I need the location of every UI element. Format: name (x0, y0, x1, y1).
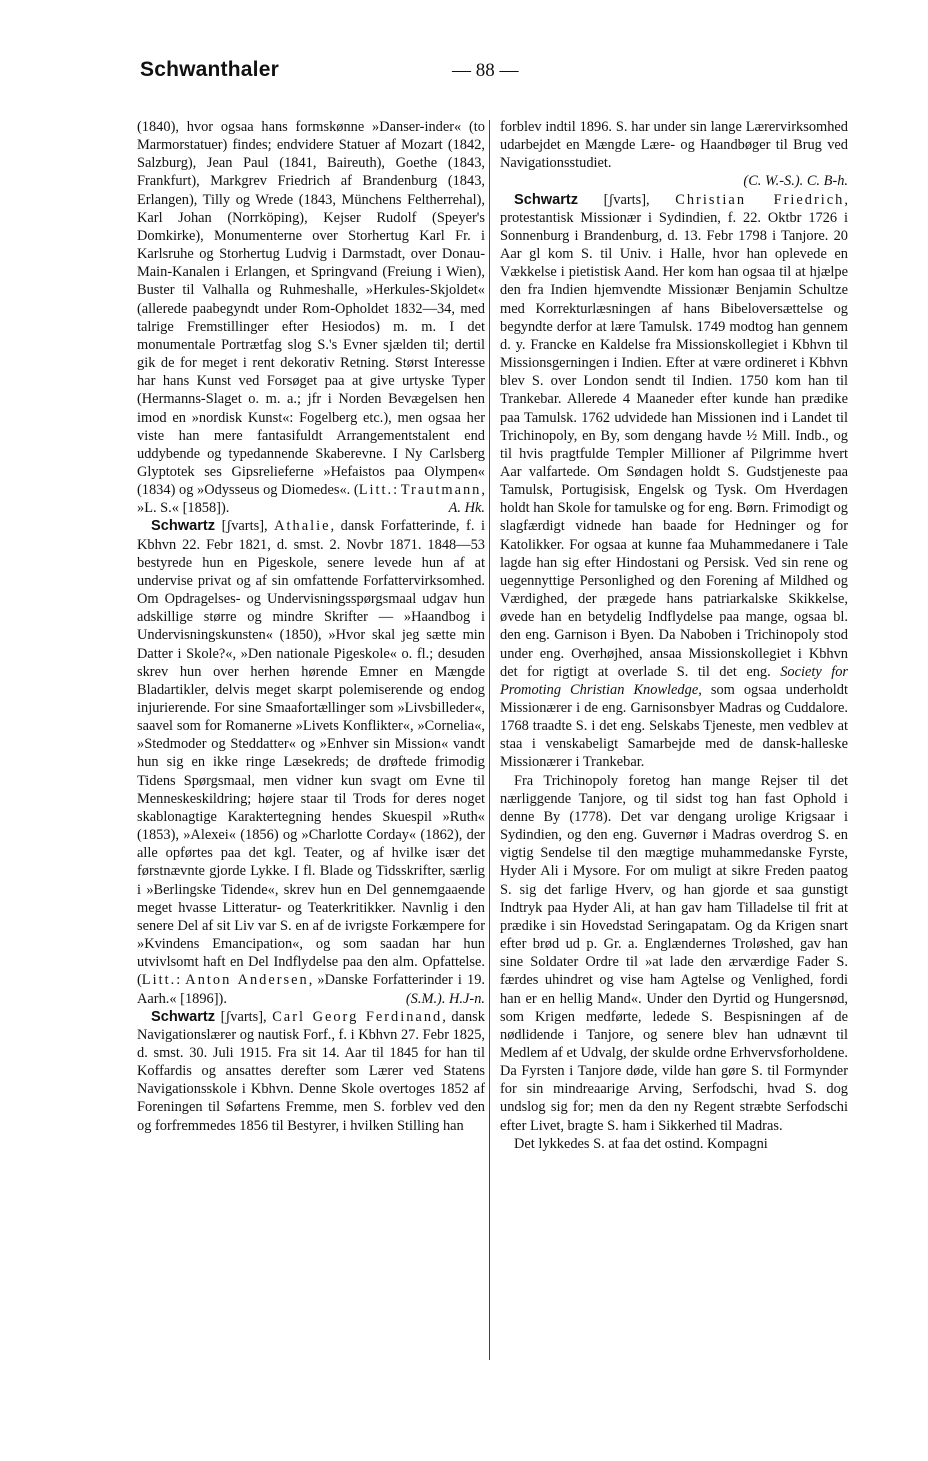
paragraph-text: (1840), hvor ogsaa hans formskønne »Danser-inder« (to Marmorstatuer) findes; endvidere Statuer af Mozart (1842, Salzburg), Jean Paul (1841, Baireuth), Goethe (1843, Frankfurt), Markgrev Friedrich af Brandenburg (1843, Erlangen), Tilly og Wrede (1843, Münchens Feltherrehal), Karl Johan (Norrköping), Kejser Rudolf (Speyer's Domkirke), Monumenterne over Storhertug Karl Fr. i Karlsruhe og Storhertug Ludvig i Darmstadt, over Donau-Main-Kanalen i Erlangen, et Springvand (Freiung i Wien), Buster til Valhalla og Ruhmeshalle, »Herkules-Skjoldet« (allerede paabegyndt under Rom-Opholdet 1832—34, med talrige Fremstillinger efter Hesiodos) m. m. I det monumentale Portrætfag slog S.'s Evner sjælden til; dertil gik de for meget i rent dekorativ Retning. Størst Interesse har hans Kunst ved Forsøget paa at give urtyske Typer (Hermanns-Slaget o. m. a.; jfr i Norden Bevægelsen hen imod en »nordisk Kunst«: Fogelberg etc.), men ogsaa her viste han mere fantasifuldt Arrangementstalent end uddybende og typedannende Skaberevne. I Ny Carlsberg Glyptotek ses Gipsrelieferne »Hefaistos paa Olympen« (1834) og »Odysseus og Diomedes«. ( (137, 119, 485, 499)
author-name: Trautmann (400, 482, 482, 499)
entry-headword: Schwartz (151, 518, 216, 535)
entry-schwartz-christian-friedrich (500, 191, 848, 772)
paragraph-continuation (137, 118, 485, 517)
entry-name: Athalie (274, 518, 331, 535)
text: , »L. S.« [1858]). (137, 482, 485, 517)
entry-text: , dansk Navigationslærer og nautisk Forf., f. i Kbhvn 27. Febr 1825, d. smst. 30. Juli 1915. Fra sit 14. Aar til 1845 for han til Koffardis og ansattes derefter som Lærer ved Statens Navigationsskole i Kbhvn. Denne Skole overtoges 1852 af Foreningen til Søfartens Fremme, men S. forblev ved den og forfremmedes 1856 til Bestyrer, i hvilken Stilling han (137, 1008, 485, 1134)
text: : (393, 482, 401, 499)
text: , »Danske Forfatterinder i 19. Aarh.« [1896]). (137, 972, 485, 1007)
entry-name: Christian Friedrich (675, 191, 845, 208)
litt-label: Litt. (141, 972, 177, 989)
entry-text: , som ogsaa underholdt Missionærer i de eng. Garnisonsbyer Madras og Cuddalore. 1768 traadte S. i det eng. Selskabs Tjeneste, men vedblev at staa i venskabeligt Samarbejde med de dansk-halleske Missionærer i Trankebar. (500, 681, 848, 771)
page-number: — 88 — (452, 60, 519, 81)
paragraph-continuation (500, 118, 848, 191)
entry-headword: Schwartz (514, 191, 579, 208)
litt-label: Litt. (358, 482, 394, 499)
entry-text: , dansk Forfatterinde, f. i Kbhvn 22. Febr 1821, d. smst. 2. Novbr 1871. 1848—53 bestyrede hun en Pigeskole, senere levede hun af at undervise privat og af sin omfattende Forfattervirksomhed. Om Opdragelses- og Undervisningsspørgsmaal udgav hun adskillige større og mindre Skrifter — »Haandbog i Undervisningskunsten« (1850), »Hvor skal jeg sætte min Datter i Skole?«, »Den nationale Pigeskole« o. fl.; desuden skrev hun over herhen hørende Emner en Mængde Bladartikler, delvis meget skarpt polemiserende og endog injurierende. For sine Smaafortællinger som »Livsbilleder«, saavel som for Romanerne »Livets Konflikter«, »Cornelia«, »Stedmoder og Steddatter« og »Enhver sin Mission« vandt hun sig en ikke ringe Læsekreds; de drøftede frimodig Tidens Spørgsmaal, men vidner kun svagt om Evne til Menneskeskildring; højere staar til Trods for deres noget skablonagtige Karaktertegning hendes Skuespil »Ruth« (1853), »Alexei« (1856) og »Charlotte Corday« (1862), der alle opførtes paa det kgl. Teater, og af hvilke især det førstnævnte gjorde Lykke. I fl. Blade og Tidsskrifter, særlig i »Berlingske Tidende«, skrev hun en Del gennemgaaende meget hvasse Litteratur- og Teaterkritikker. Navnlig i den senere Del af sit Liv var S. en af de ivrigste Forkæmpere for »Kvindens Emancipation«, og som saadan har hun utvivlsomt haft en Del Indflydelse paa den alm. Opfattelse. ( (137, 518, 485, 989)
entry-text: , protestantisk Missionær i Sydindien, f. 22. Oktbr 1726 i Sonnenburg i Brandenburg, d. 13. Febr 1798 i Tanjore. 20 Aar gl kom S. til Univ. i Halle, hvor han oplevede en Vækkelse i pietistisk Aand. Her kom han ogsaa til at hjælpe den fra Indien hjemvendte Missionær Benjamin Schultze med Korrekturlæsningen af hans Bibeloversættelse og begyndte derfor at lære Tamulsk. 1749 modtog han gennem d. y. Francke en Kaldelse fra Missionskollegiet i Kbhvn til Missionsgerningen i Indien. Efter at være ordineret i Kbhvn blev S. over London sendt til Indien. 1750 kom han til Trankebar. Allerede 4 Maaneder efter kunde han prædike paa Tamulsk. 1762 udvidede han Missionen ind i Landet til Trichinopoly, en By, som dengang havde ½ Mill. Indb., og til hvis pragtfulde Templer Millioner af Pilgrimme hvert Aar valfartede. Om Søndagen holdt S. Gudstjeneste paa Tamulsk, Portugisisk, Engelsk og Tysk. Om Hverdagen holdt han Skole for tamulske og for eng. Børn. Frimodigt og slagfærdigt vidnede han baade for Hedninger og for Katolikker. For ogsaa at kunne faa Muhammedanere i Tale lagde han sig efter Hindostani og Persisk. Ved sin rene og uegennyttige Personlighed og den Forening af Mildhed og Værdighed, der prægede hans patriarkalske Skikkelse, øvede han en betydelig Indflydelse paa mange, ogsaa bl. den eng. Garnison i Byen. Da Naboben i Trichinopoly stod under eng. Overhøjhed, ansaa Missionskollegiet i Kbhvn det for rigtigt at overlade S. til det eng. (500, 191, 848, 680)
text: : (176, 972, 186, 989)
paragraph-text: forblev indtil 1896. S. har under sin lange Lærervirksomhed udarbejdet en Mængde Lære- og Haandbøger til Brug ved Navigationsstudiet. (500, 119, 848, 172)
society-name: Society for Promoting Christian Knowledge (500, 663, 848, 698)
pronunciation: [ʃvarts], (215, 518, 275, 535)
author-signature: A. Hk. (448, 500, 485, 517)
entry-schwartz-carl-georg (137, 1008, 485, 1135)
paragraph-fra-trichinopoly: Fra Trichinopoly foretog han mange Rejser til det nærliggende Tanjore, og til sidst tog han fast Ophold i denne By (1778). Det var dengang urolige Krigsaar i Sydindien, og den eng. Guvernør i Madras overdrog S. en vigtig Sendelse til den mægtige muhammedanske Fyrste, Hyder Ali i Mysore. For om muligt at sikre Freden paatog S. sig det farlige Hverv, og han gjorde et saa gunstigt Indtryk paa Hyder Ali, at han gav ham Tilladelse til frit at prædike i sin Hovedstad Seringapatam. Og da Krigen snart efter brød ud p. Gr. a. Englændernes Troløshed, gav han sine Soldater Ordre til »at lade den ærværdige Fader S. færdes uhindret og vise ham Agtelse og Venlighed, fordi han er en hellig Mand«. Under den Dyrtid og Hungersnød, som Krigen medførte, ledede S. Bespisningen af de nødlidende i Tanjore, og senere blev han udnævnt til Medlem af et Udvalg, der skulde ordne Erhvervsforholdene. Da Fyrsten i Tanjore døde, vilde han gøre S. til Formynder for sin mindreaarige Arving, Serfodschi, hvad S. dog undslog sig for; men da den ny Regent stræbte Serfodschi efter Livet, bragte S. ham i Sikkerhed til Madras. (500, 772, 848, 1134)
column-divider (489, 120, 490, 1360)
page-header (0, 0, 928, 100)
pronunciation: [ʃvarts], (215, 1008, 273, 1025)
pronunciation: [ʃvarts], (578, 191, 676, 208)
right-column (500, 118, 848, 1153)
running-head-word: Schwanthaler (140, 58, 279, 81)
left-column (137, 118, 485, 1135)
author-signature: (C. W.-S.). C. B-h. (743, 173, 848, 190)
entry-headword: Schwartz (151, 1008, 216, 1025)
paragraph-last-line: Det lykkedes S. at faa det ostind. Kompagni (514, 1135, 768, 1152)
entry-schwartz-athalie (137, 517, 485, 1007)
author-name: Anton Andersen (185, 972, 309, 989)
author-signature: (S.M.). H.J-n. (405, 990, 485, 1007)
entry-name: Carl Georg Ferdinand (272, 1008, 443, 1025)
